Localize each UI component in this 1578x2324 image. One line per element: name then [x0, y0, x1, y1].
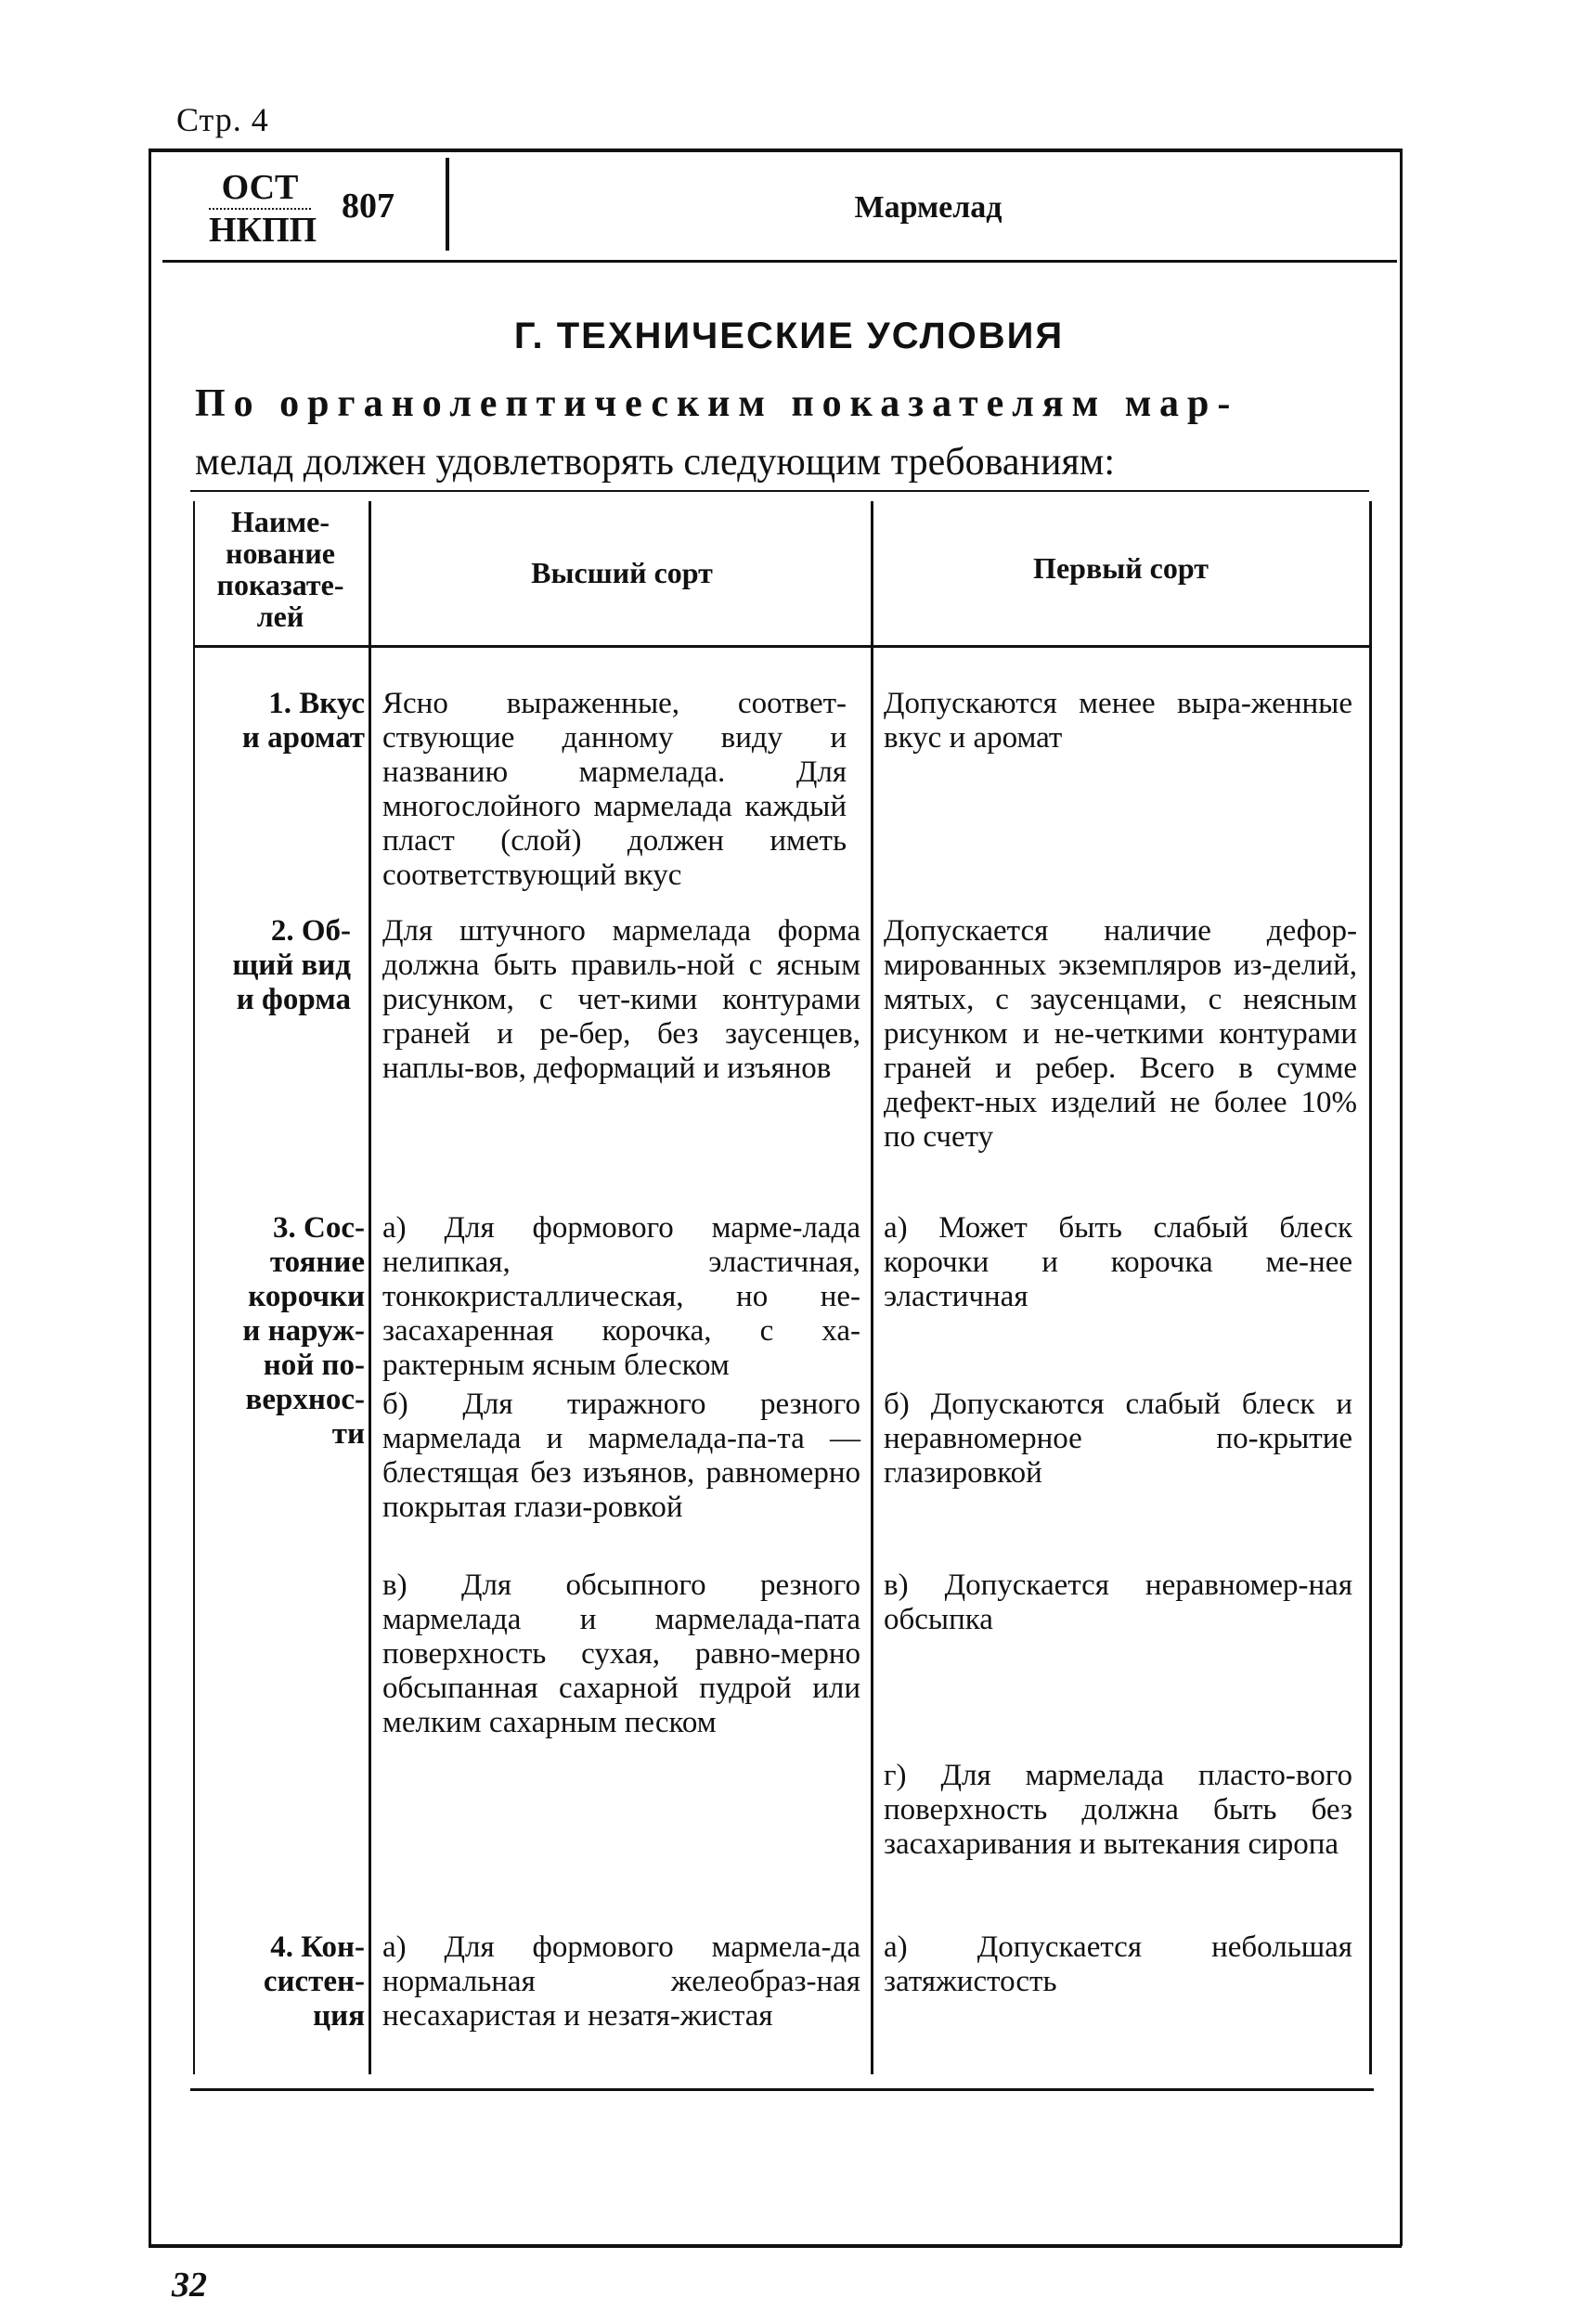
col-header-highest-grade: Высший сорт — [531, 556, 713, 589]
table-col-divider-1 — [369, 501, 371, 2074]
section-heading: Г. ТЕХНИЧЕСКИЕ УСЛОВИЯ — [513, 316, 1065, 356]
intro-line-2: мелад должен удовлетворять следующим требованиям: — [195, 441, 1116, 484]
standard-code-bottom: НКПП — [209, 211, 317, 250]
row-3-first-d: г) Для мармелада пласто-вого поверхность должна быть без засахаривания и вытекания сиропа — [884, 1759, 1352, 1861]
standard-number: 807 — [342, 187, 394, 226]
table-col-divider-2 — [871, 501, 873, 2074]
row-3-highest-b: б) Для тиражного резного мармелада и мармелада-па-та — блестящая без изъянов, равномерно покрытая глази-ровкой — [382, 1388, 860, 1524]
header-divider — [446, 158, 449, 251]
row-3-first-a: а) Может быть слабый блеск корочки и корочка ме-нее эластичная — [884, 1211, 1352, 1313]
row-2-first: Допускается наличие дефор-мированных экземпляров из-делий, мятых, с заусенцами, с неясным рисунком и не-четкими контурами граней и ребер. Всего в сумме дефект-ных изделий не более 10% по счету — [884, 914, 1357, 1154]
row-4-name: 4. Кон- систен- ция — [263, 1930, 365, 2033]
table-top-rule — [190, 490, 1369, 492]
row-1-first: Допускаются менее выра-женные вкус и аромат — [884, 687, 1352, 755]
frame-bottom-rule — [149, 2244, 1402, 2248]
table-right-border — [1369, 501, 1372, 2074]
table-header-rule — [195, 645, 1369, 648]
frame-right-border — [1400, 148, 1403, 2246]
table-bottom-rule — [190, 2088, 1374, 2091]
frame-top-rule — [149, 148, 1402, 152]
row-4-first: а) Допускается небольшая затяжистость — [884, 1930, 1352, 1998]
standard-code-top: ОСТ — [209, 167, 311, 210]
header-bottom-rule — [162, 260, 1397, 263]
frame-left-border — [149, 148, 151, 2246]
row-2-highest: Для штучного мармелада форма должна быть правиль-ной с ясным рисунком, с чет-кими контурами граней и ре-бер, без заусенцев, наплы-вов, деформаций и изъянов — [382, 914, 860, 1085]
page-number: 32 — [172, 2266, 207, 2305]
col-header-name: Наиме- нование показате- лей — [216, 505, 344, 633]
row-1-highest: Ясно выраженные, соответ-ствующие данному виду и названию мармелада. Для многослойного мармелада каждый пласт (слой) должен иметь соответствующий вкус — [382, 687, 847, 892]
row-1-name: 1. Вкус и аромат — [241, 687, 365, 755]
row-3-name: 3. Сос- тояние корочки и наруж- ной по- верхнос- ти — [242, 1211, 365, 1451]
table-left-border — [193, 501, 195, 2074]
row-3-first-c: в) Допускается неравномер-ная обсыпка — [884, 1569, 1352, 1636]
row-3-first-b: б) Допускаются слабый блеск и неравномерное по-крытие глазировкой — [884, 1388, 1352, 1490]
row-4-highest: а) Для формового мармела-да нормальная желеобраз-ная несахаристая и незатя-жистая — [382, 1930, 860, 2033]
standard-code — [209, 167, 317, 251]
document-title: Мармелад — [854, 190, 1002, 225]
col-header-first-grade: Первый сорт — [1033, 551, 1209, 585]
row-2-name: 2. Об- щий вид и форма — [232, 914, 351, 1016]
intro-line-1: По органолептическим показателям мар- — [195, 382, 1239, 425]
page-label: Стр. 4 — [176, 101, 269, 138]
row-3-highest-c: в) Для обсыпного резного мармелада и мармелада-пата поверхность сухая, равно-мерно обсыпанная сахарной пудрой или мелким сахарным песком — [382, 1569, 860, 1739]
row-3-highest-a: а) Для формового марме-лада нелипкая, эластичная, тонкокристаллическая, но не-засахаренная корочка, с ха-рактерным ясным блеском — [382, 1211, 860, 1382]
